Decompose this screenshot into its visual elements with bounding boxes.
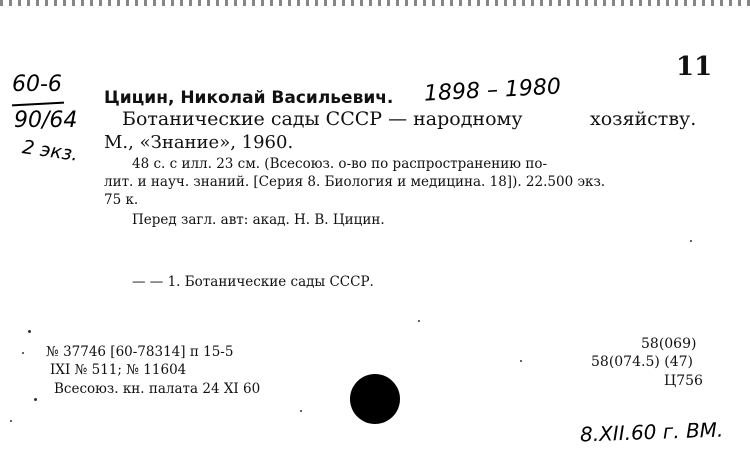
scan-speckle: [22, 352, 24, 354]
shelfmark-line-2: 90/64: [14, 108, 78, 133]
collation-line-1: 48 с. с илл. 23 см. (Всесоюз. о-во по распространению по-: [132, 156, 548, 172]
book-title-end: хозяйству.: [590, 108, 697, 130]
card-number: 11: [676, 52, 713, 82]
classification-line-1: 58(069): [641, 336, 697, 352]
card-top-edge: [0, 0, 750, 6]
author-years-handwritten: 1898 – 1980: [423, 74, 562, 107]
scan-speckle: [520, 360, 522, 362]
author-heading: Цицин, Николай Васильевич.: [104, 88, 394, 108]
subject-tracing: — — 1. Ботанические сады СССР.: [132, 274, 374, 290]
shelfmark-line-1: 60-6: [12, 72, 62, 97]
collation-line-2: лит. и науч. знаний. [Серия 8. Биология и медицина. 18]). 22.500 экз.: [104, 174, 606, 190]
author-note: Перед загл. авт: акад. Н. В. Цицин.: [132, 212, 385, 228]
handwritten-date-note: 8.XII.60 г. ВМ.: [579, 417, 724, 447]
scan-speckle: [690, 240, 692, 242]
scan-speckle: [34, 398, 37, 401]
price: 75 к.: [104, 192, 139, 208]
scan-speckle: [28, 330, 31, 333]
book-title: Ботанические сады СССР — народному: [122, 108, 523, 130]
scan-speckle: [10, 420, 12, 422]
author-mark: Ц756: [664, 373, 703, 389]
shelfmark-copies: 2 экз.: [20, 136, 80, 166]
punch-hole: [350, 374, 400, 424]
imprint: М., «Знание», 1960.: [104, 132, 294, 153]
control-number-line: № 37746 [60-78314] п 15-5: [46, 344, 234, 360]
shelfmark-divider: [12, 102, 64, 107]
chamber-date-line: Всесоюз. кн. палата 24 XI 60: [54, 381, 261, 397]
control-ref-line: IXI № 511; № 11604: [50, 362, 187, 378]
classification-line-2: 58(074.5) (47): [591, 354, 694, 370]
scan-speckle: [300, 410, 302, 412]
scan-speckle: [418, 320, 420, 322]
